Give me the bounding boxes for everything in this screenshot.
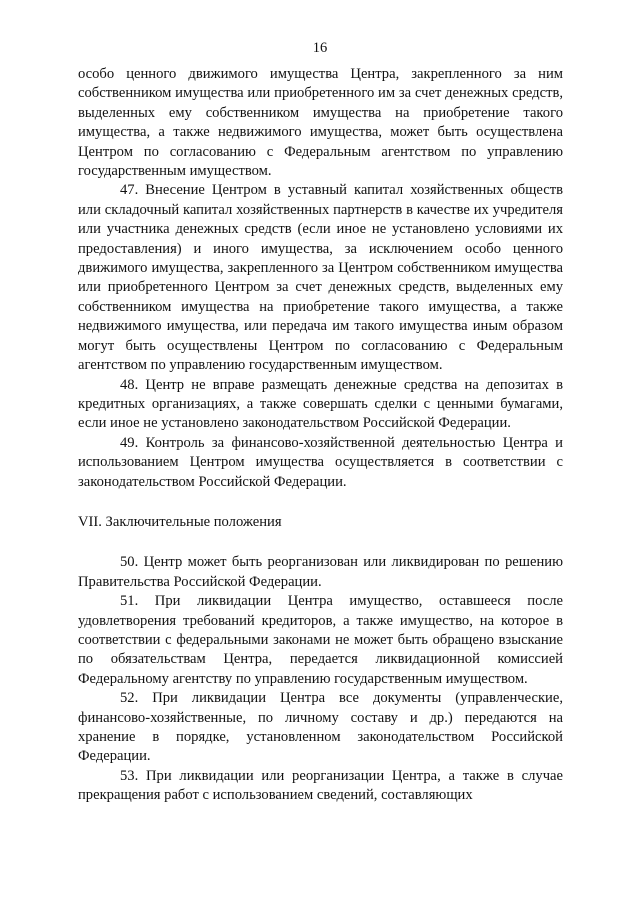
paragraph-52: 52. При ликвидации Центра все документы (управленческие, финансово-хозяйственные, по личному составу и др.) передаются на хранение в порядке, установленном законодательством Российской Федерации. xyxy=(78,690,563,765)
paragraph-53: 53. При ликвидации или реорганизации Центра, а также в случае прекращения работ с использованием сведений, составляющих xyxy=(78,767,563,804)
page-number: 16 xyxy=(312,40,328,56)
paragraph-47: 47. Внесение Центром в уставный капитал хозяйственных обществ или складочный капитал хозяйственных партнерств в качестве их учредителя или участника денежных средств (если иное не установлено условиями их предоставления) и иного имущества, за исключением особо ценного движимого имущества, закрепленного за Центром собственником имущества или приобретенного Центром за счет денежных средств, выделенных ему собственником имущества на приобретение такого имущества, а также недвижимого имущества, или передача им такого имущества иным образом могут быть осуществлены Центром по согласованию с Федеральным агентством по управлению государственным имуществом. xyxy=(78,182,563,374)
document-body xyxy=(78,65,563,806)
paragraph-continuation: особо ценного движимого имущества Центра, закрепленного за ним собственником имущества или приобретенного им за счет денежных средств, выделенных ему собственником имущества на приобретение такого имущества, а также недвижимого имущества, может быть осуществлена Центром по согласованию с Федеральным агентством по управлению государственным имуществом. xyxy=(78,66,563,180)
section-heading: VII. Заключительные положения xyxy=(78,513,282,530)
paragraph-51: 51. При ликвидации Центра имущество, оставшееся после удовлетворения требований кредиторов, а также имущество, на которое в соответствии с федеральными законами не может быть обращено взыскание по обязательствам Центра, передается ликвидационной комиссией Федеральному агентству по управлению государственным имуществом. xyxy=(78,593,563,687)
paragraph-49: 49. Контроль за финансово-хозяйственной деятельностью Центра и использованием Центром имущества осуществляется в соответствии с законодательством Российской Федерации. xyxy=(78,434,563,490)
paragraph-50: 50. Центр может быть реорганизован или ликвидирован по решению Правительства Российской Федерации. xyxy=(78,554,563,590)
paragraph-48: 48. Центр не вправе размещать денежные средства на депозитах в кредитных организациях, а также совершать сделки с ценными бумагами, если иное не установлено законодательством Российской Федерации. xyxy=(78,376,563,432)
